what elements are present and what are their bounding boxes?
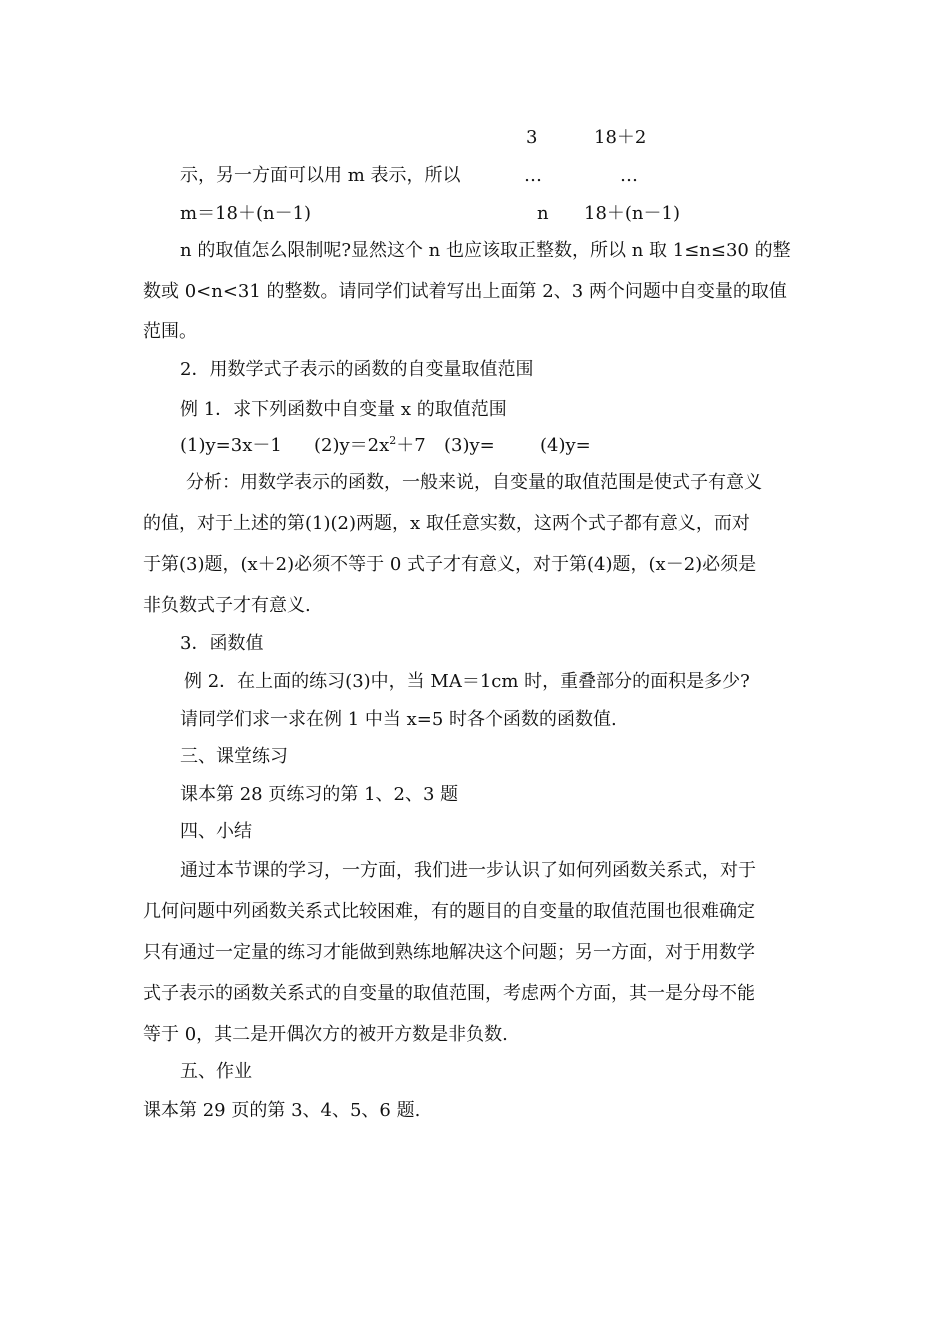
- table-cell-n-3: 3: [526, 127, 538, 148]
- analysis-line-3: 于第(3)题，(x＋2)必须不等于 0 式子才有意义，对于第(4)题，(x－2)必须是: [143, 554, 757, 575]
- analysis-line-1: 分析：用数学表示的函数，一般来说，自变量的取值范围是使式子有意义: [186, 472, 762, 493]
- homework-heading: 五、作业: [180, 1061, 252, 1082]
- summary-line-1: 通过本节课的学习，一方面，我们进一步认识了如何列函数关系式，对于: [180, 860, 756, 881]
- table-cell-value-3: 18＋2: [594, 127, 647, 148]
- practice-heading: 三、课堂练习: [180, 746, 288, 767]
- table-cell-ellipsis-value: …: [620, 165, 638, 186]
- analysis-line-4: 非负数式子才有意义.: [143, 595, 311, 616]
- summary-line-4: 式子表示的函数关系式的自变量的取值范围，考虑两个方面，其一是分母不能: [143, 983, 755, 1004]
- summary-line-5: 等于 0，其二是开偶次方的被开方数是非负数.: [143, 1024, 508, 1045]
- section-3-heading: 3．函数值: [180, 633, 264, 654]
- function-1: (1)y=3x－1: [180, 435, 282, 456]
- intro-line-1: 示，另一方面可以用 m 表示，所以: [180, 165, 461, 186]
- function-3: (3)y=: [444, 435, 495, 456]
- para-n-line-3: 范围。: [143, 321, 197, 342]
- intro-line-2: m＝18＋(n－1): [180, 203, 312, 224]
- example-2: 例 2．在上面的练习(3)中，当 MA＝1cm 时，重叠部分的面积是多少?: [184, 671, 750, 692]
- function-2: $(2)y=2x^2+7$: [314, 434, 426, 456]
- example-1-title: 例 1．求下列函数中自变量 x 的取值范围: [180, 399, 507, 420]
- table-cell-ellipsis-n: …: [524, 165, 542, 186]
- practice-text: 课本第 28 页练习的第 1、2、3 题: [180, 784, 459, 805]
- summary-line-2: 几何问题中列函数关系式比较困难，有的题目的自变量的取值范围也很难确定: [143, 901, 755, 922]
- table-cell-value-n: 18＋(n－1): [584, 203, 680, 224]
- section-2-heading: 2．用数学式子表示的函数的自变量取值范围: [180, 359, 534, 380]
- homework-text: 课本第 29 页的第 3、4、5、6 题.: [143, 1100, 421, 1121]
- summary-line-3: 只有通过一定量的练习才能做到熟练地解决这个问题；另一方面，对于用数学: [143, 942, 755, 963]
- para-n-line-1: n 的取值怎么限制呢?显然这个 n 也应该取正整数，所以 n 取 1≤n≤30 的整: [180, 240, 791, 261]
- function-4: (4)y=: [540, 435, 591, 456]
- table-cell-n: n: [537, 203, 549, 224]
- example-2-follow: 请同学们求一求在例 1 中当 x=5 时各个函数的函数值.: [180, 709, 617, 730]
- para-n-line-2: 数或 0<n<31 的整数。请同学们试着写出上面第 2、3 两个问题中自变量的取值: [143, 281, 787, 302]
- summary-heading: 四、小结: [180, 821, 252, 842]
- analysis-line-2: 的值，对于上述的第(1)(2)两题，x 取任意实数，这两个式子都有意义，而对: [143, 513, 750, 534]
